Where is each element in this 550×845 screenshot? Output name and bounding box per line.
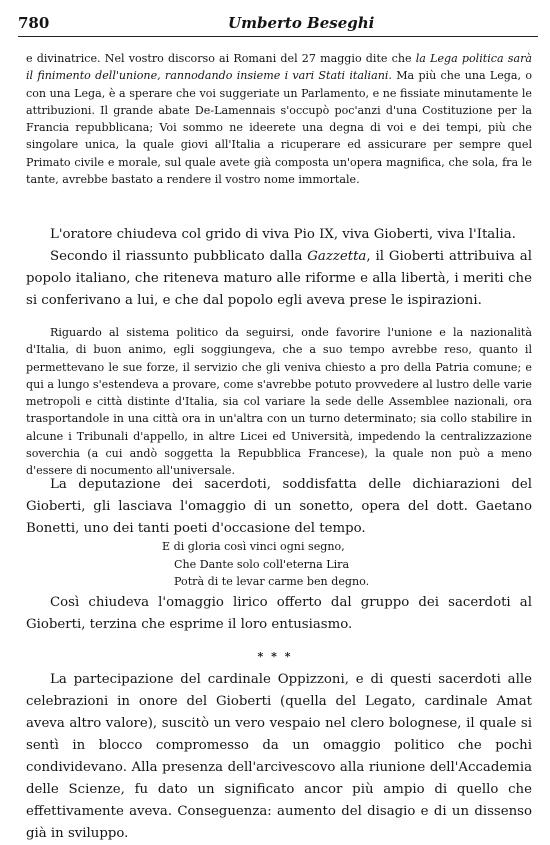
oppizzoni-text: La partecipazione del cardinale Oppizzoni, e di questi sacerdoti alle celebrazioni in onore del Gioberti (quella del Legato, cardinale Amat aveva altro valore), suscitò un vero vespaio nel clero bolognese, il quale si sentì in blocco compromesso da un omaggio politico che pochi condividevano. Alla presenza dell'arcivescovo alla riunione dell'Accademia delle Scienze, fu dato un significato ancor più ampio di quello che effettivamente aveva. Conseguenza: aumento del disagio e di un dissenso già in sviluppo. <box>26 672 532 841</box>
section-separator: * * * <box>257 650 293 663</box>
quote-text-part1: e divinatrice. Nel vostro discorso ai Romani del 27 maggio dite che <box>26 52 416 65</box>
summary-text-part1: Secondo il riassunto pubblicato dalla <box>50 249 308 264</box>
verse-line-1: E di gloria così vinci ogni segno, <box>162 540 345 553</box>
summary-paragraph <box>26 246 532 312</box>
page-header <box>18 14 538 36</box>
verse-line-3: Potrà di te levar carme ben degno. <box>174 575 370 588</box>
verse-line-2: Che Dante solo coll'eterna Lira <box>174 557 350 571</box>
quote-text-part3: Ma più che una Lega, o con una Lega, è a sperare che voi suggeriate un Parlamento, e ne fissiate minutamente le attribuzioni. Il grande abate De-Lamennais s'occupò poc'anzi d'una Costituzione per la Francia repubblicana; Voi sommo ne ideerete una degna di voi e dei tempi, più che singolare unica, la quale giovi all'Italia a ricuperare ed assicurare per sempre quel Primato civile e morale, sul quale avete già composta un'opera magnifica, che sola, fra le tante, avrebbe bastato a rendere il vostro nome immortale. <box>26 69 533 187</box>
oppizzoni-paragraph <box>26 669 532 845</box>
quote-text-italic: la Lega politica sarà il finimento dell'unione, rannodando insieme i vari Stati italiani. <box>26 52 532 83</box>
body-paragraphs-top <box>26 224 532 312</box>
orator-paragraph: L'oratore chiudeva col grido di viva Pio IX, viva Gioberti, viva l'Italia. <box>50 227 516 242</box>
summary-text-part3: , il Gioberti attribuiva al popolo italiano, che riteneva maturo alle riforme e alla libertà, i meriti che si conferivano a lui, e che dal popolo egli aveva prese le ispirazioni. <box>26 249 532 308</box>
header-rule <box>18 36 538 37</box>
political-system-quote <box>26 324 532 480</box>
gazzetta-italic: Gazzetta <box>307 249 367 264</box>
deputation-paragraph <box>26 474 532 540</box>
quoted-letter-paragraph <box>26 50 532 188</box>
homage-text: Così chiudeva l'omaggio lirico offerto dal gruppo dei sacerdoti al Gioberti, terzina che esprime il loro entusiasmo. <box>26 595 532 632</box>
deputation-text: La deputazione dei sacerdoti, soddisfatta delle dichiarazioni del Gioberti, gli lasciava l'omaggio di un sonetto, opera del dott. Gaetano Bonetti, uno dei tanti poeti d'occasione del tempo. <box>26 477 532 536</box>
page-number: 780 <box>18 14 50 32</box>
running-head: Umberto Beseghi <box>228 14 375 32</box>
homage-paragraph <box>26 592 532 636</box>
sonnet-tercet <box>162 538 369 591</box>
political-system-text: Riguardo al sistema politico da seguirsi, onde favorire l'unione e la nazionalità d'Italia, di buon animo, egli soggiungeva, che a suo tempo avrebbe reso, quanto il permettevano le sue forze, il servizio che gli veniva chiesto a pro della Patria comune; e qui a lungo s'estendeva a provare, come s'avrebbe potuto provvedere al lustro delle varie metropoli e città distinte d'Italia, sia col variare la sede delle Assemblee nazionali, ora trasportandole in una città ora in un'altra con un turno determinato; sia collo stabilire in alcune i Tribunali d'appello, in altre Licei ed Università, impedendo la centralizzazione soverchia (a cui andò soggetta la Repubblica Francese), la quale non può a meno d'essere di nocumento all'universale. <box>26 326 532 478</box>
